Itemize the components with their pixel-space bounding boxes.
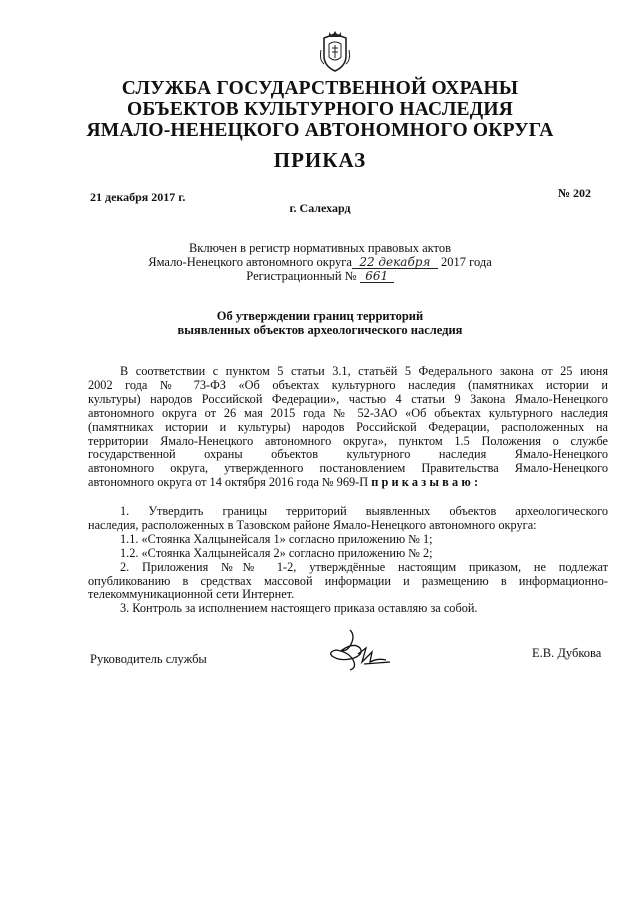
- preamble-line: автономного округа от 14 октября 2016 года № 969-П: [88, 475, 369, 490]
- preamble-line: культуры) народов Российской Федерации», частью 4 статьи 9 Закона Ямало-Ненецкого: [88, 391, 608, 406]
- preamble-last-line: [88, 476, 608, 490]
- preamble-paragraph: [88, 365, 608, 490]
- item-1-2: 1.2. «Стоянка Халцынейсаля 2» согласно приложению № 2;: [120, 545, 433, 560]
- issuing-authority-line-3: ЯМАЛО-НЕНЕЦКОГО АВТОНОМНОГО ОКРУГА: [86, 120, 554, 141]
- registration-date-handwritten: 22 декабря: [352, 257, 438, 269]
- item-1-line-2: наследия, расположенных в Тазовском районе Ямало-Ненецкого автономного округа:: [88, 517, 537, 532]
- document-type: ПРИКАЗ: [273, 148, 367, 172]
- preamble-line: (памятниках истории и культуры) народов Российской Федерации, расположенных на: [88, 419, 608, 434]
- subject-line-2: выявленных объектов археологического наследия: [177, 323, 463, 337]
- item-3: 3. Контроль за исполнением настоящего приказа оставляю за собой.: [120, 601, 478, 616]
- order-items: [88, 505, 608, 616]
- subject-line-1: Об утверждении границ территорий: [216, 309, 424, 323]
- item-1-line-1: 1. Утвердить границы территорий выявленных объектов археологического: [120, 504, 608, 518]
- issuing-authority-line-1: СЛУЖБА ГОСУДАРСТВЕННОЙ ОХРАНЫ: [121, 78, 519, 99]
- registration-line-2: [120, 255, 520, 270]
- item-2-line-3: телекоммуникационной сети Интернет.: [88, 587, 295, 602]
- document-number: № 202: [558, 186, 592, 200]
- registration-line-1: Включен в регистр нормативных правовых актов: [188, 241, 452, 255]
- preamble-line: 2002 года № 73-ФЗ «Об объектах культурного наследия (памятниках истории и: [88, 377, 608, 392]
- registration-number-handwritten: 661: [360, 271, 394, 283]
- item-2-line-1: 2. Приложения №№ 1-2, утверждённые настоящим приказом, не подлежат: [120, 559, 608, 574]
- preamble-line: автономного округа, утвержденного постановлением Правительства Ямало-Ненецкого: [88, 461, 608, 476]
- item-1-1: 1.1. «Стоянка Халцынейсаля 1» согласно приложению № 1;: [120, 531, 433, 546]
- document-date: 21 декабря 2017 г.: [90, 190, 186, 204]
- preamble-line: В соответствии с пунктом 5 статьи 3.1, статьёй 5 Федерального закона от 25 июня: [120, 364, 608, 378]
- handwritten-signature: [320, 628, 392, 674]
- signatory-name: Е.В. Дубкова: [532, 646, 602, 660]
- preamble-line: территории Ямало-Ненецкого автономного округа», пунктом 1.5 Положения о службе: [88, 433, 608, 448]
- coat-of-arms-emblem: [318, 30, 352, 74]
- document-city: г. Салехард: [289, 201, 351, 215]
- registration-region: Ямало-Ненецкого автономного округа: [148, 255, 352, 269]
- issuing-authority-line-2: ОБЪЕКТОВ КУЛЬТУРНОГО НАСЛЕДИЯ: [126, 99, 514, 120]
- order-word: приказываю:: [371, 475, 482, 490]
- preamble-line: автономного округа от 26 мая 2015 года № 52-ЗАО «Об объектах культурного наследия: [88, 405, 608, 420]
- registration-number-label: Регистрационный №: [246, 269, 357, 283]
- signatory-position: Руководитель службы: [90, 652, 207, 666]
- item-2-line-2: опубликованию в средствах массовой информации и размещению в информационно-: [88, 573, 608, 588]
- registration-line-3: [120, 269, 520, 284]
- preamble-line: государственной охраны объектов культурного наследия Ямало-Ненецкого: [88, 447, 608, 462]
- registration-year: 2017 года: [441, 255, 492, 269]
